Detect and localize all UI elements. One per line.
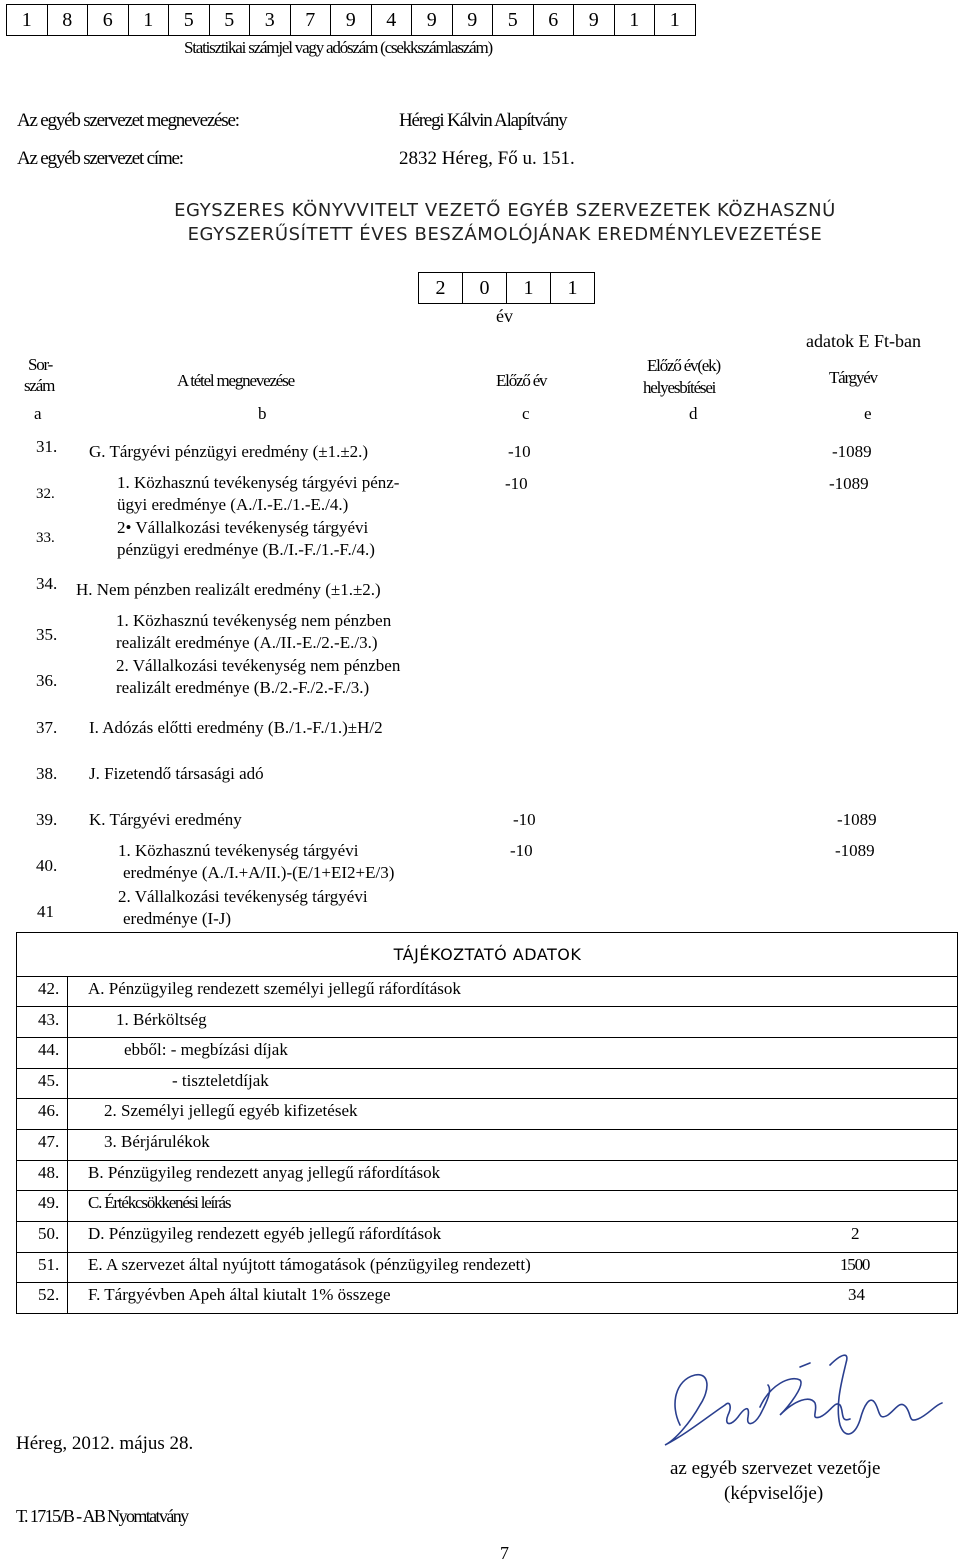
row-divider: [16, 1129, 958, 1130]
row-number: 38.: [36, 764, 58, 783]
col-letter-d: d: [689, 404, 698, 423]
page-number: 7: [500, 1543, 509, 1563]
header-current-year: Tárgyév: [829, 368, 877, 387]
info-row-label: F. Tárgyévben Apeh által kiutalt 1% összege: [88, 1285, 391, 1304]
info-row-label: E. A szervezet által nyújtott támogatások (pénzügyileg rendezett): [88, 1255, 531, 1274]
row-divider: [16, 1068, 958, 1069]
row-label: G. Tárgyévi pénzügyi eredmény (±1.±2.): [89, 442, 369, 461]
info-row-number: 47.: [38, 1132, 60, 1151]
tax-digit: 9: [574, 5, 615, 35]
tax-digit: 1: [129, 5, 170, 35]
info-row-number: 48.: [38, 1163, 60, 1182]
info-title: TÁJÉKOZTATÓ ADATOK: [393, 945, 582, 964]
tax-digit: 3: [250, 5, 291, 35]
info-row-label: ebből: - megbízási díjak: [124, 1040, 288, 1059]
row-number: 40.: [36, 856, 58, 875]
row-prev-value: -10: [510, 841, 533, 860]
row-label: 1. Közhasznú tevékenység tárgyévi: [118, 841, 359, 860]
row-current-value: -1089: [835, 841, 875, 860]
tax-digit: 9: [453, 5, 494, 35]
info-table-right-border: [957, 976, 958, 1313]
col-letter-b: b: [258, 404, 267, 423]
row-prev-value: -10: [513, 810, 536, 829]
header-prev-year: Előző év: [496, 371, 547, 390]
info-row-label: - tiszteletdíjak: [172, 1071, 269, 1090]
year-label: év: [496, 306, 513, 326]
report-title-line2: EGYSZERŰSÍTETT ÉVES BESZÁMOLÓJÁNAK EREDMÉNYLEVEZETÉSE: [187, 224, 823, 245]
info-row-label: 1. Bérköltség: [116, 1010, 207, 1029]
row-number: 33.: [36, 530, 55, 546]
org-name-label: Az egyéb szervezet megnevezése:: [17, 110, 239, 131]
row-label: 2• Vállalkozási tevékenység tárgyévi: [117, 518, 369, 537]
row-number: 32.: [36, 486, 55, 502]
form-code: T. 1715/B - AB Nyomtatvány: [16, 1506, 188, 1526]
info-table-header-border: [16, 976, 958, 977]
tax-digit: 5: [210, 5, 251, 35]
tax-digit: 1: [669, 9, 680, 31]
info-table-bottom-border: [16, 1313, 958, 1314]
row-current-value: -1089: [829, 474, 869, 493]
col-letter-c: c: [522, 404, 530, 423]
row-label: 2. Vállalkozási tevékenység nem pénzben: [116, 656, 401, 675]
header-sorszam-2: szám: [24, 376, 55, 395]
row-label: I. Adózás előtti eredmény (B./1.-F./1.)±H/2: [89, 718, 383, 737]
tax-digit: 8: [48, 5, 89, 35]
report-title-line1: EGYSZERES KÖNYVVITELT VEZETŐ EGYÉB SZERVEZETEK KÖZHASZNÚ: [174, 200, 836, 221]
col-letter-a: a: [34, 404, 42, 423]
info-row-number: 46.: [38, 1101, 60, 1120]
tax-digit: 1: [615, 5, 656, 35]
row-prev-value: -10: [505, 474, 528, 493]
row-label-line2: eredménye (I-J): [123, 909, 232, 928]
info-row-number: 49.: [38, 1193, 60, 1212]
row-label: K. Tárgyévi eredmény: [89, 810, 242, 829]
info-row-value: 34: [848, 1285, 865, 1304]
row-number: 41: [37, 902, 54, 921]
col-letter-e: e: [864, 404, 872, 423]
tax-digit: 4: [372, 5, 413, 35]
info-row-label: B. Pénzügyileg rendezett anyag jellegű ráfordítások: [88, 1163, 441, 1182]
tax-digit: 9: [331, 5, 372, 35]
tax-digit: 7: [291, 5, 332, 35]
year-digit: 0: [463, 273, 507, 303]
tax-digit: 6: [534, 5, 575, 35]
row-number: 35.: [36, 625, 58, 644]
row-number: 36.: [36, 671, 58, 690]
row-current-value: -1089: [832, 442, 872, 461]
row-label: J. Fizetendő társasági adó: [89, 764, 264, 783]
info-row-value: 1500: [840, 1255, 870, 1274]
signature-image: [650, 1345, 950, 1455]
info-row-value: 2: [851, 1224, 860, 1243]
signatory-line1: az egyéb szervezet vezetője: [670, 1458, 881, 1479]
header-item: A tétel megnevezése: [177, 371, 294, 390]
year-digit: 1: [567, 277, 578, 299]
row-divider: [16, 1037, 958, 1038]
tax-number-caption: Statisztikai számjel vagy adószám (csekkszámlaszám): [184, 38, 492, 57]
info-row-label: 3. Bérjárulékok: [104, 1132, 210, 1151]
row-divider: [16, 1160, 958, 1161]
row-label: 1. Közhasznú tevékenység nem pénzben: [116, 611, 392, 630]
year-digit: 2: [419, 273, 463, 303]
row-label: H. Nem pénzben realizált eredmény (±1.±2.): [76, 580, 381, 599]
row-divider: [16, 1098, 958, 1099]
info-row-number: 52.: [38, 1285, 60, 1304]
tax-digit: 5: [493, 5, 534, 35]
row-label-line2: eredménye (A./I.+A/II.)-(E/1+EI2+E/3): [123, 863, 395, 882]
row-divider: [16, 1190, 958, 1191]
info-row-number: 43.: [38, 1010, 60, 1029]
row-number: 39.: [36, 810, 58, 829]
tax-digit: 9: [412, 5, 453, 35]
org-address-value: 2832 Héreg, Fő u. 151.: [399, 148, 575, 169]
info-row-number: 51.: [38, 1255, 60, 1274]
info-row-label: A. Pénzügyileg rendezett személyi jellegű ráfordítások: [88, 979, 461, 998]
org-address-label: Az egyéb szervezet címe:: [17, 148, 183, 169]
tax-number-boxes: [6, 4, 696, 36]
unit-label: adatok E Ft-ban: [806, 331, 921, 351]
info-row-label: 2. Személyi jellegű egyéb kifizetések: [104, 1101, 358, 1120]
row-divider: [16, 1221, 958, 1222]
row-label-line2: realizált eredménye (B./2.-F./2.-F./3.): [116, 678, 370, 697]
info-row-label: D. Pénzügyileg rendezett egyéb jellegű ráfordítások: [88, 1224, 442, 1243]
header-sorszam-1: Sor-: [28, 355, 53, 374]
tax-digit: 1: [7, 5, 48, 35]
row-label: 1. Közhasznú tevékenység tárgyévi pénz-: [117, 473, 400, 492]
header-correction-2: helyesbítései: [643, 378, 716, 397]
row-label-line2: pénzügyi eredménye (B./I.-F./1.-F./4.): [117, 540, 375, 559]
info-row-number: 45.: [38, 1071, 60, 1090]
tax-digit: 6: [88, 5, 129, 35]
info-row-label: C. Értékcsökkenési leírás: [88, 1193, 231, 1212]
info-table-top-border: [16, 932, 958, 933]
info-table-number-separator: [67, 976, 68, 1313]
place-and-date: Héreg, 2012. május 28.: [16, 1433, 194, 1454]
row-label-line2: realizált eredménye (A./II.-E./2.-E./3.): [116, 633, 378, 652]
row-prev-value: -10: [508, 442, 531, 461]
year-digit: 1: [507, 273, 551, 303]
row-label: 2. Vállalkozási tevékenység tárgyévi: [118, 887, 368, 906]
row-number: 37.: [36, 718, 58, 737]
row-divider: [16, 1006, 958, 1007]
signatory-line2: (képviselője): [724, 1483, 824, 1504]
tax-digit: 5: [169, 5, 210, 35]
row-number: 34.: [36, 574, 58, 593]
info-row-number: 44.: [38, 1040, 60, 1059]
year-boxes: [418, 272, 595, 304]
header-correction-1: Előző év(ek): [647, 356, 720, 375]
info-table-left-border: [16, 932, 17, 1313]
row-divider: [16, 1282, 958, 1283]
row-current-value: -1089: [837, 810, 877, 829]
row-label-line2: ügyi eredménye (A./I.-E./1.-E./4.): [117, 495, 349, 514]
info-row-number: 42.: [38, 979, 60, 998]
info-row-number: 50.: [38, 1224, 60, 1243]
row-divider: [16, 1252, 958, 1253]
org-name-value: Héregi Kálvin Alapítvány: [399, 110, 567, 131]
row-number: 31.: [36, 437, 58, 456]
